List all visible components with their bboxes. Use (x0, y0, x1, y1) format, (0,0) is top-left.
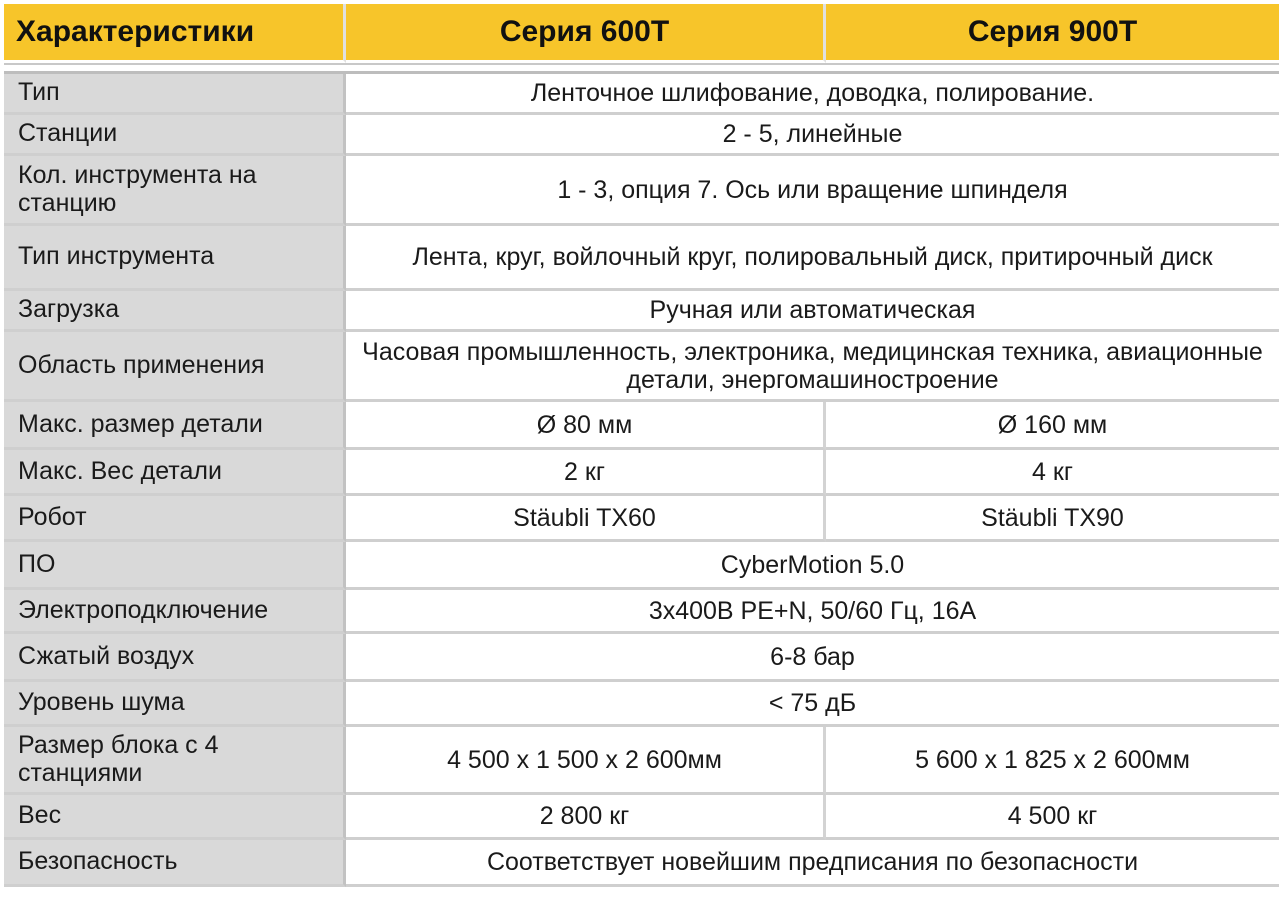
row-label: Станции (4, 115, 346, 156)
row-value-shared: 3x400В PE+N, 50/60 Гц, 16А (346, 590, 1279, 634)
row-label: Робот (4, 496, 346, 542)
table-row (4, 496, 1279, 542)
row-label: Макс. размер детали (4, 402, 346, 450)
table-row (4, 682, 1279, 727)
row-value-900t: Ø 160 мм (826, 402, 1279, 450)
row-value-900t: 4 500 кг (826, 795, 1279, 840)
row-value-600t: 2 800 кг (346, 795, 826, 840)
row-label: Электроподключение (4, 590, 346, 634)
row-label: ПО (4, 542, 346, 590)
table-row (4, 332, 1279, 402)
row-label: Макс. Вес детали (4, 450, 346, 496)
row-value-600t: Ø 80 мм (346, 402, 826, 450)
specifications-table (4, 4, 1279, 887)
table-row (4, 291, 1279, 332)
row-label: Область применения (4, 332, 346, 402)
table-row (4, 115, 1279, 156)
row-value-shared: 2 - 5, линейные (346, 115, 1279, 156)
table-body (4, 74, 1279, 887)
table-row (4, 634, 1279, 682)
table-row (4, 226, 1279, 291)
row-value-600t: 4 500 x 1 500 x 2 600мм (346, 727, 826, 795)
row-value-shared: 1 - 3, опция 7. Ось или вращение шпинделя (346, 156, 1279, 226)
row-label: Размер блока с 4 станциями (4, 727, 346, 795)
table-row (4, 450, 1279, 496)
row-label: Вес (4, 795, 346, 840)
table-row (4, 795, 1279, 840)
table-row (4, 727, 1279, 795)
row-value-900t: 4 кг (826, 450, 1279, 496)
row-value-shared: Ручная или автоматическая (346, 291, 1279, 332)
row-label: Тип (4, 74, 346, 115)
table-row (4, 74, 1279, 115)
row-value-shared: < 75 дБ (346, 682, 1279, 727)
header-row (4, 4, 1279, 63)
row-value-shared: Лента, круг, войлочный круг, полировальный диск, притирочный диск (346, 226, 1279, 291)
header-characteristics: Характеристики (4, 4, 346, 63)
table-row (4, 590, 1279, 634)
table-row (4, 542, 1279, 590)
row-label: Кол. инструмента на станцию (4, 156, 346, 226)
row-value-900t: Stäubli TX90 (826, 496, 1279, 542)
header-series-600t: Серия 600T (346, 4, 826, 63)
table-row (4, 840, 1279, 887)
header-spacer (4, 63, 1279, 74)
table-row (4, 156, 1279, 226)
row-label: Безопасность (4, 840, 346, 887)
row-label: Уровень шума (4, 682, 346, 727)
row-value-600t: Stäubli TX60 (346, 496, 826, 542)
row-label: Загрузка (4, 291, 346, 332)
row-label: Тип инструмента (4, 226, 346, 291)
row-value-900t: 5 600 x 1 825 x 2 600мм (826, 727, 1279, 795)
row-value-shared: Часовая промышленность, электроника, медицинская техника, авиационные детали, энергомашиностроение (346, 332, 1279, 402)
row-value-shared: 6-8 бар (346, 634, 1279, 682)
table-row (4, 402, 1279, 450)
header-series-900t: Серия 900T (826, 4, 1279, 63)
row-value-shared: CyberMotion 5.0 (346, 542, 1279, 590)
row-value-600t: 2 кг (346, 450, 826, 496)
row-value-shared: Ленточное шлифование, доводка, полирование. (346, 74, 1279, 115)
row-value-shared: Соответствует новейшим предписания по безопасности (346, 840, 1279, 887)
row-label: Сжатый воздух (4, 634, 346, 682)
